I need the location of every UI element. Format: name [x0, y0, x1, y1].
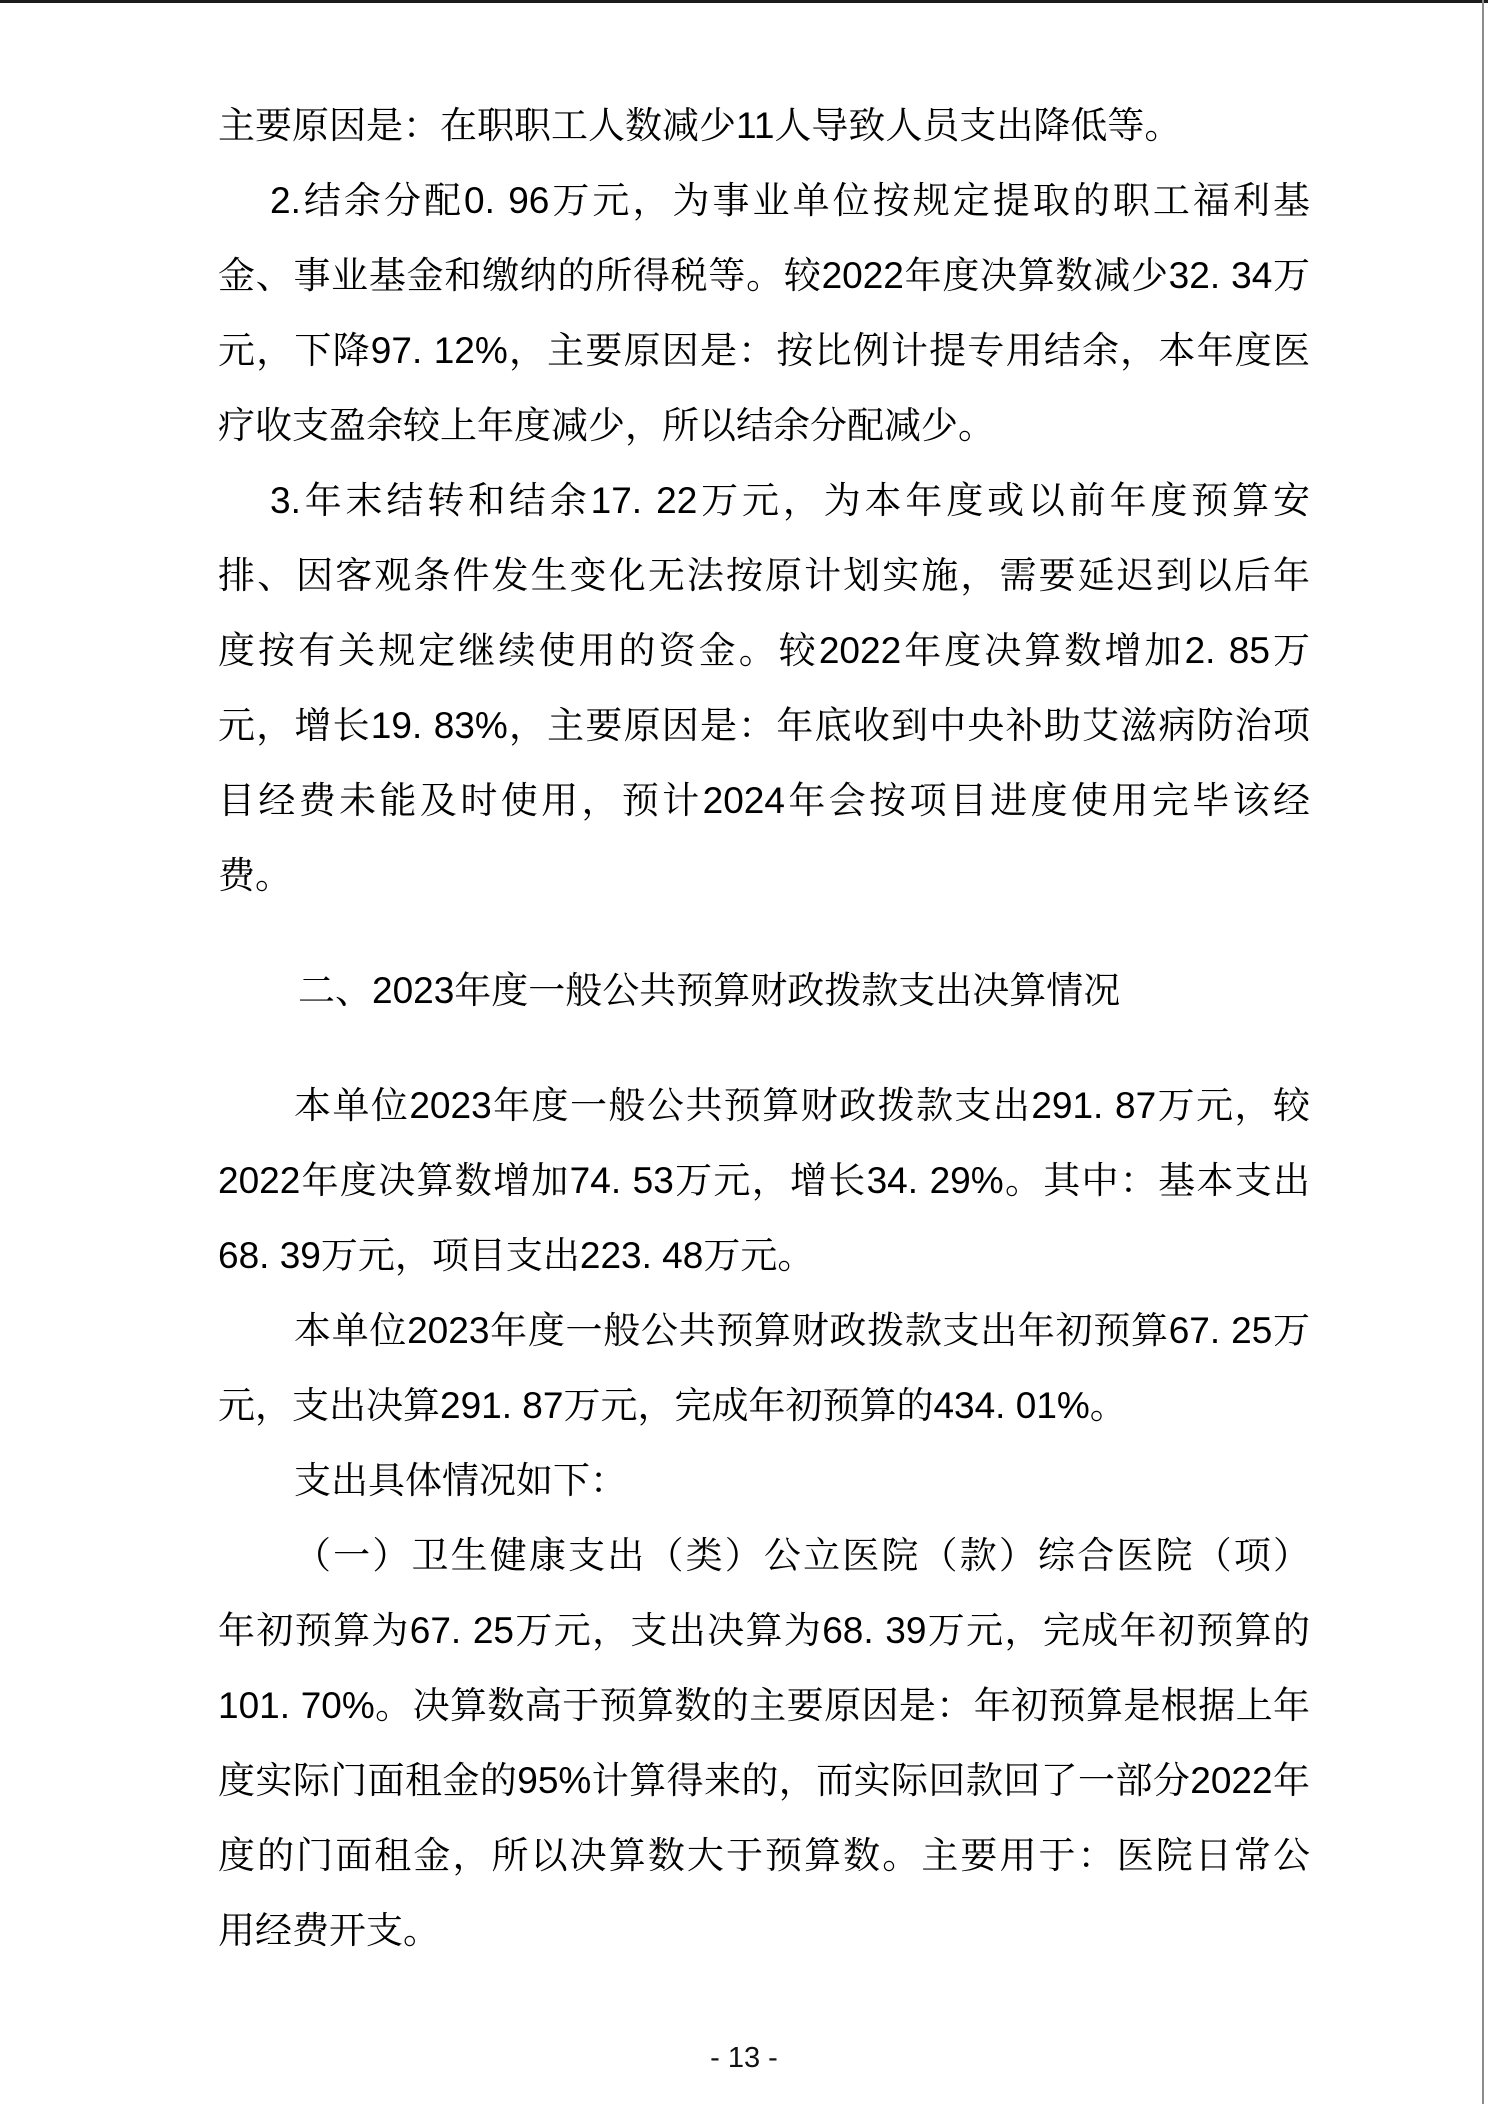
- paragraph: [218, 463, 1310, 913]
- text-line: 二、2023年度一般公共预算财政拨款支出决算情况: [298, 970, 1121, 1011]
- paragraph: [218, 163, 1310, 463]
- text-line: 用经费开支。: [218, 1910, 440, 1951]
- text-line: 费。: [218, 855, 292, 896]
- text-line: 2.结余分配0. 96万元，为事业单位按规定提取的职工福利基: [270, 180, 1310, 221]
- text-line: 101. 70%。决算数高于预算数的主要原因是：年初预算是根据上年: [218, 1685, 1310, 1726]
- section-heading: [218, 953, 1310, 1028]
- paragraph: [218, 1293, 1310, 1443]
- text-line: 度的门面租金，所以决算数大于预算数。主要用于：医院日常公: [218, 1835, 1310, 1876]
- text-line: 度按有关规定继续使用的资金。较2022年度决算数增加2. 85万: [218, 630, 1310, 671]
- text-line: 本单位2023年度一般公共预算财政拨款支出291. 87万元，较: [294, 1085, 1310, 1126]
- text-line: 元，支出决算291. 87万元，完成年初预算的434. 01%。: [218, 1385, 1127, 1426]
- text-line: 68. 39万元，项目支出223. 48万元。: [218, 1235, 815, 1276]
- text-line: 疗收支盈余较上年度减少，所以结余分配减少。: [218, 405, 995, 446]
- text-line: 排、因客观条件发生变化无法按原计划实施，需要延迟到以后年: [218, 555, 1310, 596]
- text-line: 年初预算为67. 25万元，支出决算为68. 39万元，完成年初预算的: [218, 1610, 1310, 1651]
- text-line: 主要原因是：在职职工人数减少11人导致人员支出降低等。: [218, 105, 1182, 146]
- text-line: 目经费未能及时使用，预计2024年会按项目进度使用完毕该经: [218, 780, 1310, 821]
- document-body: [218, 88, 1310, 1968]
- paragraph: [218, 1518, 1310, 1968]
- text-line: 2022年度决算数增加74. 53万元，增长34. 29%。其中：基本支出: [218, 1160, 1310, 1201]
- text-line: 3.年末结转和结余17. 22万元，为本年度或以前年度预算安: [270, 480, 1310, 521]
- paragraph: [218, 1068, 1310, 1293]
- page-right-edge-line: [1482, 0, 1484, 2104]
- text-line: 元，增长19. 83%，主要原因是：年底收到中央补助艾滋病防治项: [218, 705, 1310, 746]
- text-line: 本单位2023年度一般公共预算财政拨款支出年初预算67. 25万: [294, 1310, 1310, 1351]
- text-line: 支出具体情况如下：: [294, 1460, 627, 1501]
- text-line: 元，下降97. 12%，主要原因是：按比例计提专用结余，本年度医: [218, 330, 1310, 371]
- paragraph: [218, 88, 1310, 163]
- text-line: 金、事业基金和缴纳的所得税等。较2022年度决算数减少32. 34万: [218, 255, 1310, 296]
- page-top-edge-line: [0, 0, 1488, 3]
- paragraph: [218, 1443, 1310, 1518]
- text-line: 度实际门面租金的95%计算得来的，而实际回款回了一部分2022年: [218, 1760, 1310, 1801]
- text-line: （一）卫生健康支出（类）公立医院（款）综合医院（项）: [294, 1535, 1310, 1576]
- page-number: - 13 -: [710, 2042, 778, 2074]
